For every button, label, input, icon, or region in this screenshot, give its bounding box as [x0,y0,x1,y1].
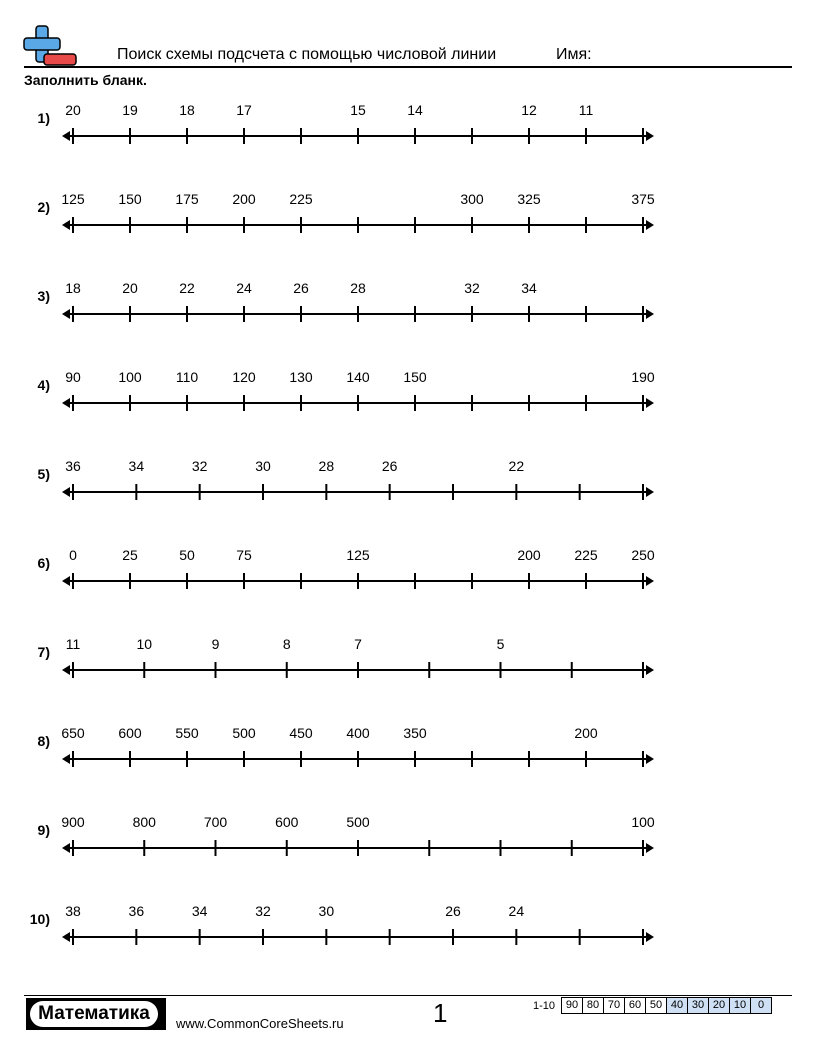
site-url: www.CommonCoreSheets.ru [176,1016,344,1031]
score-cell: 20 [709,997,730,1014]
number-line [0,632,816,692]
tick-label: 26 [381,458,398,474]
tick-label: 225 [289,191,313,207]
number-line [0,454,816,514]
score-cell: 90 [561,997,583,1014]
tick-label: 15 [350,102,366,118]
number-line [0,810,816,870]
tick-label: 26 [293,280,309,296]
tick-label: 500 [232,725,256,741]
tick-label: 36 [65,458,81,474]
footer-divider [24,995,792,996]
problem-4 [0,365,816,425]
tick-label: 150 [118,191,142,207]
tick-label: 30 [255,458,271,474]
tick-label: 34 [521,280,537,296]
brand-badge [26,998,166,1030]
tick-label: 75 [236,547,252,563]
tick-label: 650 [61,725,85,741]
tick-label: 8 [282,636,291,652]
tick-label: 24 [236,280,252,296]
problem-number: 7) [37,644,50,660]
tick-label: 38 [65,903,81,919]
tick-label: 300 [460,191,484,207]
tick-label: 34 [191,903,208,919]
tick-label: 150 [403,369,427,385]
left-arrow-icon [62,309,70,319]
tick-label: 190 [631,369,655,385]
tick-label: 125 [346,547,370,563]
tick-label: 600 [275,814,299,830]
tick-label: 34 [128,458,145,474]
problem-number: 1) [37,110,50,126]
number-line [0,721,816,781]
brand-label: Математика [30,1001,158,1027]
tick-label: 100 [118,369,142,385]
score-cell: 30 [688,997,709,1014]
left-arrow-icon [62,754,70,764]
left-arrow-icon [62,843,70,853]
tick-label: 110 [175,369,199,385]
problem-number: 6) [37,555,50,571]
page-title: Поиск схемы подсчета с помощью числовой линии [117,46,497,63]
problem-5 [0,454,816,514]
right-arrow-icon [646,398,654,408]
tick-label: 10 [136,636,153,652]
tick-label: 7 [354,636,362,652]
number-line [0,543,816,603]
score-cell: 70 [604,997,625,1014]
tick-label: 22 [508,458,525,474]
right-arrow-icon [646,665,654,675]
tick-label: 32 [464,280,480,296]
score-range-label: 1-10 [533,999,556,1012]
tick-label: 800 [132,814,156,830]
score-cell: 40 [667,997,688,1014]
tick-label: 500 [346,814,370,830]
problem-6 [0,543,816,603]
tick-label: 5 [496,636,505,652]
tick-label: 25 [122,547,138,563]
left-arrow-icon [62,131,70,141]
tick-label: 11 [65,636,81,652]
tick-label: 200 [232,191,256,207]
tick-label: 32 [255,903,271,919]
tick-label: 700 [203,814,228,830]
score-cell: 0 [751,997,772,1014]
tick-label: 200 [517,547,541,563]
problem-number: 9) [37,822,50,838]
right-arrow-icon [646,220,654,230]
right-arrow-icon [646,131,654,141]
number-line [0,98,816,158]
score-table [533,997,772,1014]
name-label: Имя: [556,46,592,63]
problem-number: 4) [37,377,50,393]
tick-label: 36 [128,903,145,919]
tick-label: 24 [508,903,525,919]
tick-label: 11 [578,102,594,118]
problem-9 [0,810,816,870]
tick-label: 28 [318,458,335,474]
problem-number: 3) [37,288,50,304]
tick-label: 20 [65,102,81,118]
tick-label: 17 [236,102,252,118]
tick-label: 140 [346,369,370,385]
tick-label: 175 [175,191,199,207]
problem-10 [0,899,816,959]
tick-label: 90 [65,369,81,385]
left-arrow-icon [62,665,70,675]
score-cell: 50 [646,997,667,1014]
tick-label: 30 [318,903,335,919]
left-arrow-icon [62,487,70,497]
tick-label: 900 [61,814,85,830]
problem-3 [0,276,816,336]
tick-label: 100 [631,814,655,830]
problem-8 [0,721,816,781]
left-arrow-icon [62,220,70,230]
left-arrow-icon [62,576,70,586]
tick-label: 325 [517,191,541,207]
number-line [0,276,816,336]
left-arrow-icon [62,932,70,942]
score-cell: 80 [583,997,604,1014]
tick-label: 200 [574,725,598,741]
tick-label: 32 [191,458,208,474]
left-arrow-icon [62,398,70,408]
math-logo-icon [22,24,78,68]
score-cell: 10 [730,997,751,1014]
tick-label: 20 [122,280,138,296]
problem-number: 5) [37,466,50,482]
tick-label: 225 [574,547,598,563]
right-arrow-icon [646,487,654,497]
page-number: 1 [433,998,448,1028]
header-divider [24,66,792,68]
problem-number: 8) [37,733,50,749]
right-arrow-icon [646,754,654,764]
instructions: Заполнить бланк. [24,72,147,88]
tick-label: 600 [118,725,142,741]
problem-1 [0,98,816,158]
tick-label: 350 [403,725,427,741]
problem-number: 2) [37,199,50,215]
score-cell: 60 [625,997,646,1014]
right-arrow-icon [646,576,654,586]
tick-label: 14 [407,102,423,118]
right-arrow-icon [646,932,654,942]
number-line [0,187,816,247]
tick-label: 120 [232,369,256,385]
tick-label: 50 [179,547,195,563]
tick-label: 375 [631,191,655,207]
tick-label: 18 [65,280,81,296]
tick-label: 9 [211,636,220,652]
tick-label: 250 [631,547,655,563]
problem-7 [0,632,816,692]
tick-label: 125 [61,191,85,207]
tick-label: 12 [521,102,537,118]
right-arrow-icon [646,309,654,319]
tick-label: 450 [289,725,313,741]
tick-label: 0 [69,547,77,563]
tick-label: 19 [122,102,138,118]
tick-label: 130 [289,369,313,385]
tick-label: 22 [179,280,195,296]
tick-label: 26 [445,903,461,919]
number-line [0,365,816,425]
problem-2 [0,187,816,247]
number-line [0,899,816,959]
tick-label: 400 [346,725,370,741]
tick-label: 18 [179,102,195,118]
problem-number: 10) [29,911,50,927]
tick-label: 550 [175,725,199,741]
right-arrow-icon [646,843,654,853]
tick-label: 28 [350,280,366,296]
